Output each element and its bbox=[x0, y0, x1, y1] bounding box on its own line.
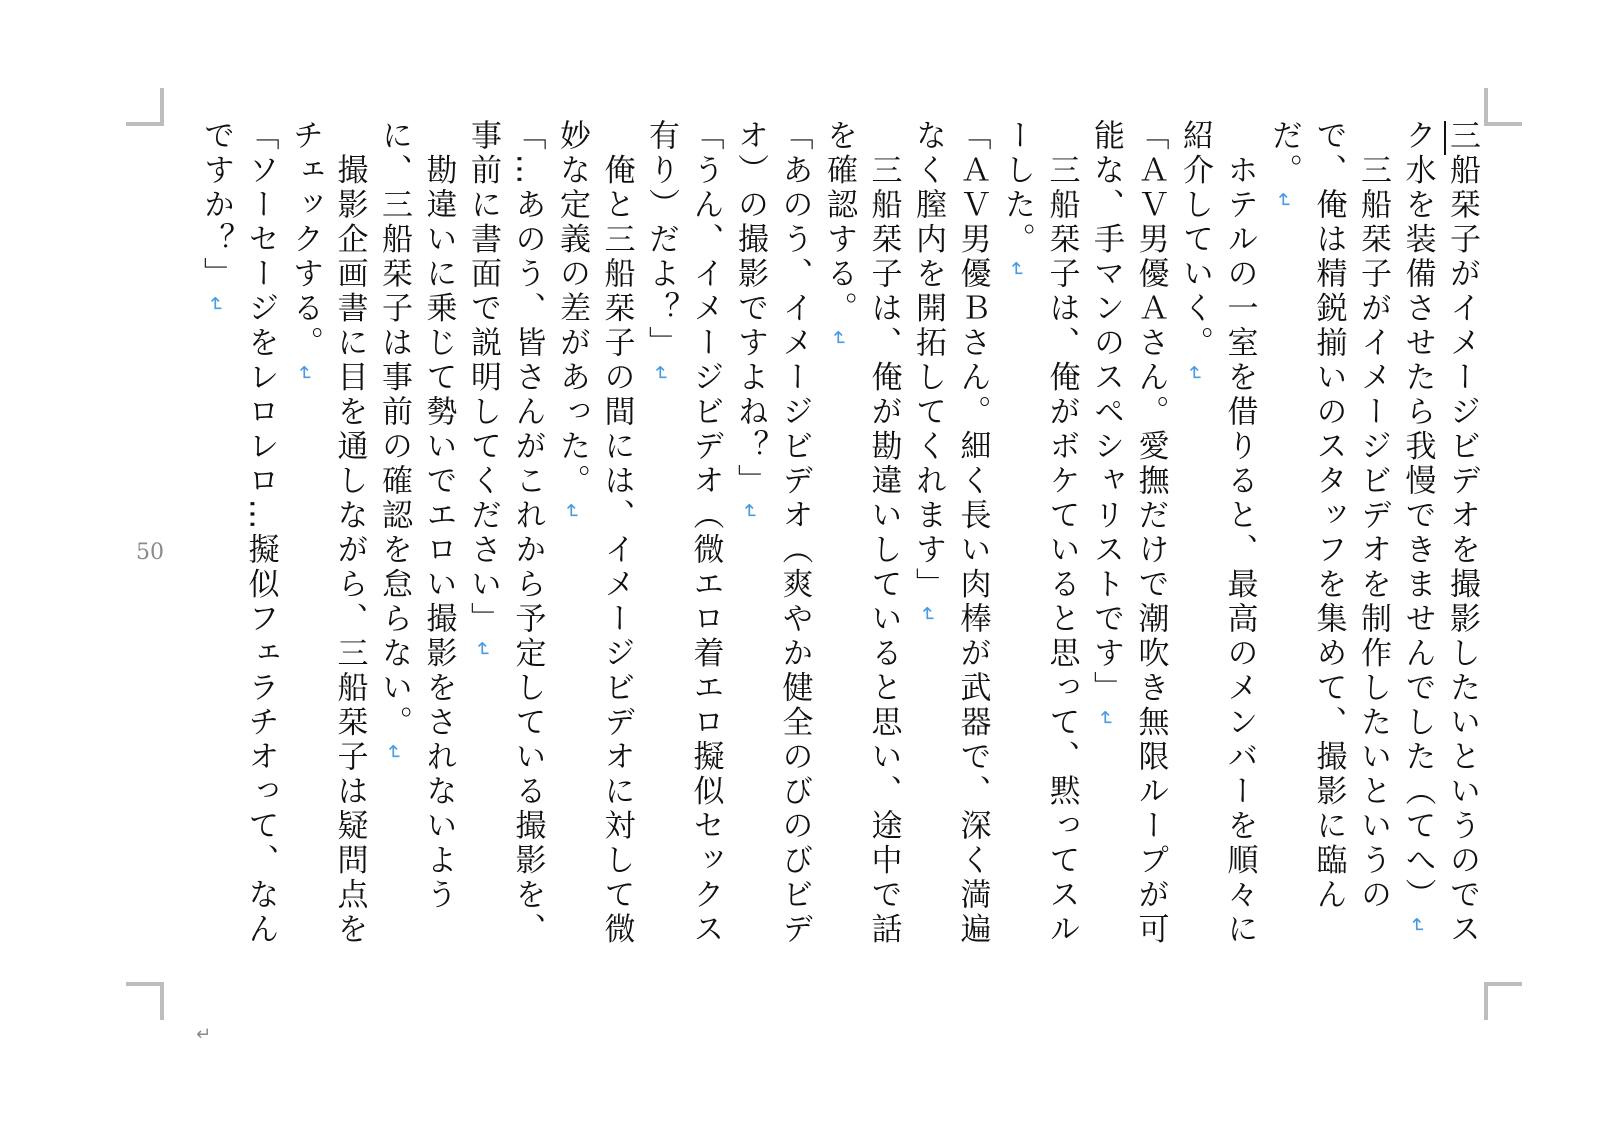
paragraph[interactable] bbox=[1173, 119, 1262, 979]
paragraph-mark-icon: ↵ bbox=[560, 502, 584, 523]
empty-paragraph-mark: ↵ bbox=[196, 1024, 212, 1045]
paragraph-mark-icon: ↵ bbox=[1094, 709, 1118, 730]
paragraph-mark-icon: ↵ bbox=[916, 606, 940, 627]
paragraph-text: 俺と三船栞子の間には、イメージビデオに対して微妙な定義の差があった。 bbox=[554, 119, 635, 947]
paragraph-text: 三船栞子は、俺が勘違いしていると思い、途中で話を確認する。 bbox=[821, 119, 902, 947]
paragraph-mark-icon: ↵ bbox=[1405, 916, 1430, 937]
margin-mark-top-right bbox=[1484, 88, 1522, 126]
paragraph-text: 「ＡＶ男優Ｂさん。細く長い肉棒が武器で、深く満遍なく膣内を開拓してくれます」 bbox=[910, 119, 991, 947]
paragraph-text: ホテルの一室を借りると、最高のメンバーを順々に紹介していく。 bbox=[1177, 119, 1258, 947]
paragraph-mark-icon: ↵ bbox=[738, 502, 762, 523]
paragraph-mark-icon: ↵ bbox=[649, 364, 673, 385]
paragraph-mark-icon: ↵ bbox=[1005, 261, 1029, 282]
paragraph-text: 「ソーセージをレロレロ…擬似フェラチオって、なんですか？」 bbox=[198, 119, 279, 947]
paragraph-mark-icon: ↵ bbox=[382, 744, 406, 765]
paragraph[interactable] bbox=[995, 119, 1084, 979]
paragraph-mark-icon: ↵ bbox=[204, 295, 228, 316]
paragraph[interactable] bbox=[372, 119, 461, 979]
paragraph[interactable] bbox=[1395, 119, 1484, 979]
page-number: 50 bbox=[136, 540, 164, 565]
paragraph[interactable] bbox=[728, 119, 817, 979]
paragraph[interactable] bbox=[817, 119, 906, 979]
paragraph-text: 「あのう、イメージビデオ（爽やか健全のびのびビデオ）の撮影ですよね？」 bbox=[732, 119, 813, 947]
paragraph-mark-icon: ↵ bbox=[827, 330, 851, 351]
margin-mark-bottom-right bbox=[1484, 982, 1522, 1020]
margin-mark-bottom-left bbox=[126, 982, 164, 1020]
paragraph-text: 勘違いに乗じて勢いでエロい撮影をされないように、三船栞子は事前の確認を怠らない。 bbox=[376, 119, 457, 913]
paragraph-text: 「うん、イメージビデオ（微エロ着エロ擬似セックス有り）だよ？」 bbox=[643, 119, 724, 947]
vertical-text-body[interactable] bbox=[194, 119, 1485, 979]
paragraph-text: 三船栞子がイメージビデオを撮影したいというのでスク水を装備させたら我慢できませんでした（てへ） bbox=[1399, 119, 1480, 947]
paragraph[interactable] bbox=[906, 119, 995, 979]
paragraph[interactable] bbox=[461, 119, 550, 979]
paragraph-mark-icon: ↵ bbox=[1183, 364, 1207, 385]
paragraph-text: 「…あのう、皆さんがこれから予定している撮影を、事前に書面で説明してください」 bbox=[465, 119, 546, 947]
paragraph[interactable] bbox=[639, 119, 728, 979]
paragraph[interactable] bbox=[550, 119, 639, 979]
paragraph[interactable] bbox=[1084, 119, 1173, 979]
paragraph-mark-icon: ↵ bbox=[1272, 192, 1296, 213]
paragraph-text: 三船栞子がイメージビデオを制作したいというので、俺は精鋭揃いのスタッフを集めて、撮影に臨んだ。 bbox=[1266, 119, 1391, 913]
paragraph[interactable] bbox=[1262, 119, 1396, 979]
margin-mark-top-left bbox=[126, 88, 164, 126]
paragraph[interactable] bbox=[194, 119, 283, 979]
paragraph-text: 「ＡＶ男優Ａさん。愛撫だけで潮吹き無限ループが可能な、手マンのスペシャリストです」 bbox=[1088, 119, 1169, 947]
paragraph[interactable] bbox=[283, 119, 372, 979]
paragraph-text: 撮影企画書に目を通しながら、三船栞子は疑問点をチェックする。 bbox=[287, 119, 368, 947]
paragraph-mark-icon: ↵ bbox=[293, 364, 317, 385]
paragraph-text: 三船栞子は、俺がボケていると思って、黙ってスルーした。 bbox=[999, 119, 1080, 947]
paragraph-mark-icon: ↵ bbox=[471, 640, 495, 661]
